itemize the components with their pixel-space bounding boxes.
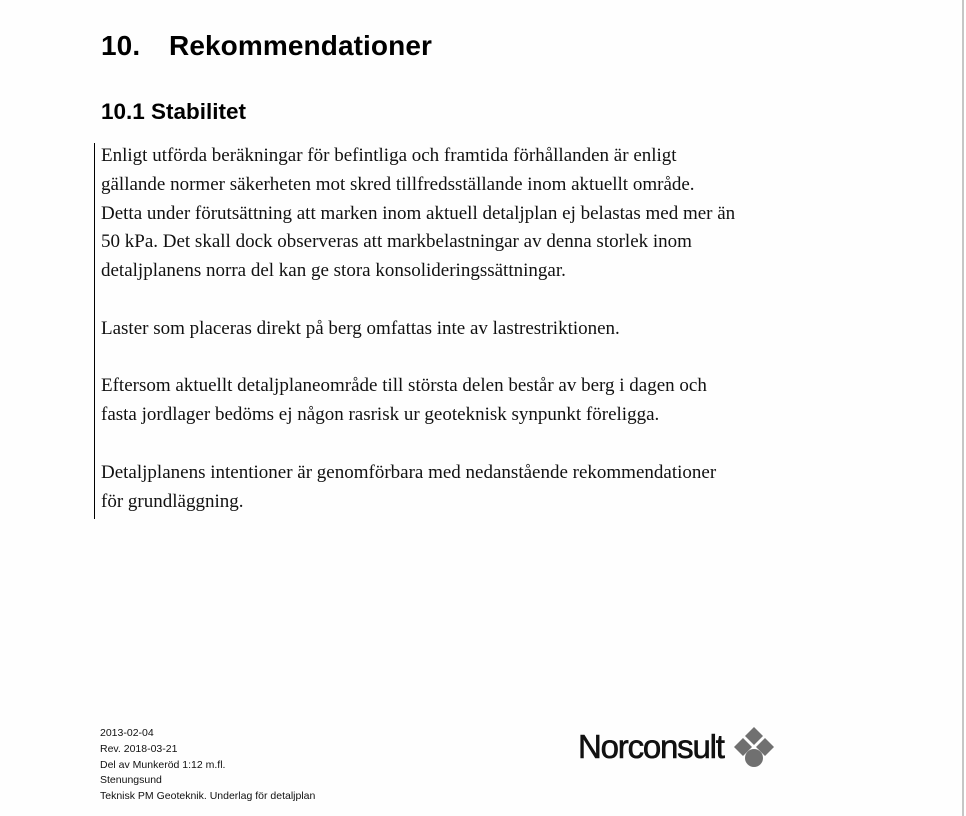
text-line: detaljplanens norra del kan ge stora konsolideringssättningar. — [101, 260, 566, 282]
paragraph-stability-calculation — [101, 142, 821, 286]
footer-municipality: Stenungsund — [100, 774, 162, 787]
footer-property: Del av Munkeröd 1:12 m.fl. — [100, 758, 226, 771]
logo-circle-bottom — [745, 749, 763, 767]
footer-metadata — [100, 726, 315, 805]
logo-diamond-top — [745, 727, 763, 745]
section-title: Rekommendationer — [169, 30, 432, 61]
revision-change-bar — [94, 143, 95, 519]
text-line: fasta jordlager bedöms ej någon rasrisk ur geoteknisk synpunkt föreligga. — [101, 404, 660, 426]
section-heading — [101, 30, 432, 62]
text-line: Detaljplanens intentioner är genomförbara med nedanstående rekommendationer — [101, 461, 717, 483]
subsection-heading: 10.1 Stabilitet — [101, 99, 247, 124]
text-line: Detta under förutsättning att marken inom aktuell detaljplan ej belastas med mer än — [101, 202, 736, 224]
section-number: 10. — [101, 30, 141, 61]
norconsult-logo — [578, 725, 775, 769]
text-line: Eftersom aktuellt detaljplaneområde till största delen består av berg i dagen och — [101, 375, 707, 397]
paragraph-plan-intentions — [101, 459, 821, 517]
body-text — [101, 142, 821, 545]
paragraph-loads-on-rock — [101, 315, 821, 344]
text-line: för grundläggning. — [101, 490, 244, 512]
text-line: 50 kPa. Det skall dock observeras att markbelastningar av denna storlek inom — [101, 231, 692, 253]
text-line: gällande normer säkerheten mot skred tillfredsställande inom aktuellt område. — [101, 173, 695, 195]
footer-document-title: Teknisk PM Geoteknik. Underlag för detaljplan — [100, 790, 316, 803]
paragraph-rockfall-risk — [101, 372, 821, 430]
logo-wordmark: Norconsult — [578, 728, 724, 765]
footer-date: 2013-02-04 — [100, 727, 154, 739]
footer-revision: Rev. 2018-03-21 — [100, 742, 178, 755]
text-line: Laster som placeras direkt på berg omfattas inte av lastrestriktionen. — [101, 317, 620, 339]
norconsult-diamond-mark-icon — [733, 726, 775, 768]
text-line: Enligt utförda beräkningar för befintliga och framtida förhållanden är enligt — [101, 145, 677, 166]
